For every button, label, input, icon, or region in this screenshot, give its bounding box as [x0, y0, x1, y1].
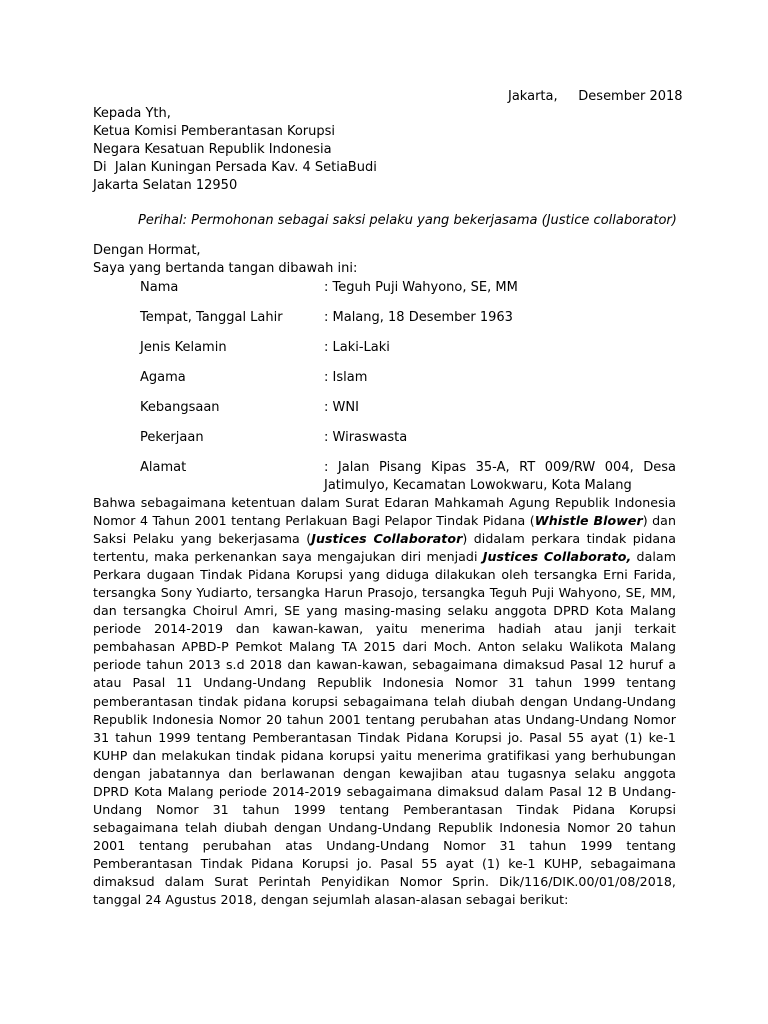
addressee-block: [93, 105, 377, 195]
identity-value: : WNI: [324, 400, 359, 415]
body-text: dalam Perkara dugaan Tindak Pidana Korupsi yang diduga dilakukan oleh tersangka Erni Farida, tersangka Sony Yudiarto, tersangka Harun Prasojo, tersangka Teguh Puji Wahyono, SE, MM, dan tersangka Choirul Amri, SE yang masing-masing selaku anggota DPRD Kota Malang periode 2014-2019 dan kawan-kawan, yaitu menerima hadiah atau janji terkait pembahasan APBD-P Pemkot Malang TA 2015 dari Moch. Anton selaku Walikota Malang periode tahun 2013 s.d 2018 dan kawan-kawan, sebagaimana dimaksud Pasal 12 huruf a atau Pasal 11 Undang-Undang Republik Indonesia Nomor 31 tahun 1999 tentang pemberantasan tindak pidana korupsi sebagaimana telah diubah dengan Undang-Undang Republik Indonesia Nomor 20 tahun 2001 tentang perubahan atas Undang-Undang Nomor 31 tahun 1999 tentang Pemberantasan Tindak Pidana Korupsi jo. Pasal 55 ayat (1) ke-1 KUHP dan melakukan tindak pidana korupsi yaitu menerima gratifikasi yang berhubungan dengan jabatannya dan berlawanan dengan kewajiban atau tugasnya selaku anggota DPRD Kota Malang periode 2014-2019 sebagaimana dimaksud dalam Pasal 12 B Undang-Undang Nomor 31 tahun 1999 tentang Pemberantasan Tindak Pidana Korupsi sebagaimana telah diubah dengan Undang-Undang Republik Indonesia Nomor 20 tahun 2001 tentang perubahan atas Undang-Undang Nomor 31 tahun 1999 tentang Pemberantasan Tindak Pidana Korupsi jo. Pasal 55 ayat (1) ke-1 KUHP, sebagaimana dimaksud dalam Surat Perintah Penyidikan Nomor Sprin. Dik/116/DIK.00/01/08/2018, tanggal 24 Agustus 2018, dengan sejumlah alasan-alasan sebagai berikut:: [93, 549, 677, 908]
identity-label: Nama: [140, 280, 179, 295]
identity-label: Jenis Kelamin: [140, 340, 227, 355]
addressee-line: Kepada Yth,: [93, 106, 171, 121]
identity-label: Agama: [140, 370, 186, 385]
body-text: Bahwa sebagaimana ketentuan dalam Surat Edaran Mahkamah Agung Republik Indonesia Nomor 4 Tahun 2001 tentang Perlakuan Bagi Pelapor Tindak Pidana (: [93, 495, 676, 529]
identity-label: Alamat: [140, 460, 187, 475]
greeting-block: [93, 242, 357, 278]
identity-value: : Islam: [324, 370, 368, 385]
identity-row-jenis-kelamin: [140, 339, 676, 369]
body-emphasis: Justices Collaborator: [311, 531, 463, 547]
identity-row-pekerjaan: [140, 429, 676, 459]
identity-label: Kebangsaan: [140, 400, 220, 415]
letter-subject: Perihal: Permohonan sebagai saksi pelaku yang bekerjasama (Justice collaborator): [138, 213, 677, 228]
letter-date: [508, 88, 688, 106]
addressee-line: Jakarta Selatan 12950: [93, 178, 238, 193]
body-paragraph: [93, 494, 676, 909]
identity-label: Pekerjaan: [140, 430, 204, 445]
identity-value: : Teguh Puji Wahyono, SE, MM: [324, 280, 518, 295]
greeting: Dengan Hormat,: [93, 243, 201, 258]
date-month-year: Desember 2018: [578, 89, 683, 104]
identity-value: : Malang, 18 Desember 1963: [324, 310, 513, 325]
identity-row-kebangsaan: [140, 399, 676, 429]
body-emphasis: Whistle Blower: [534, 513, 643, 529]
intro-line: Saya yang bertanda tangan dibawah ini:: [93, 261, 358, 276]
body-emphasis: Justices Collaborato,: [482, 549, 632, 565]
identity-value: : Wiraswasta: [324, 430, 408, 445]
identity-row-nama: [140, 279, 676, 309]
identity-value: : Jalan Pisang Kipas 35-A, RT 009/RW 004, Desa Jatimulyo, Kecamatan Lowokwaru, Kota Malang: [324, 460, 676, 493]
identity-row-agama: [140, 369, 676, 399]
identity-value: : Laki-Laki: [324, 340, 390, 355]
identity-table: [140, 279, 676, 495]
body-text: ) didalam perkara tindak pidana tertentu, maka perkenankan saya mengajukan diri menjadi: [93, 531, 676, 565]
identity-row-alamat: [140, 459, 676, 495]
identity-row-ttl: [140, 309, 676, 339]
addressee-line: Di Jalan Kuningan Persada Kav. 4 SetiaBudi: [93, 160, 377, 175]
addressee-line: Negara Kesatuan Republik Indonesia: [93, 142, 332, 157]
identity-label: Tempat, Tanggal Lahir: [140, 310, 283, 325]
date-place: Jakarta,: [508, 89, 558, 104]
addressee-line: Ketua Komisi Pemberantasan Korupsi: [93, 124, 335, 139]
body-text: ) dan Saksi Pelaku yang bekerjasama (: [93, 513, 676, 547]
